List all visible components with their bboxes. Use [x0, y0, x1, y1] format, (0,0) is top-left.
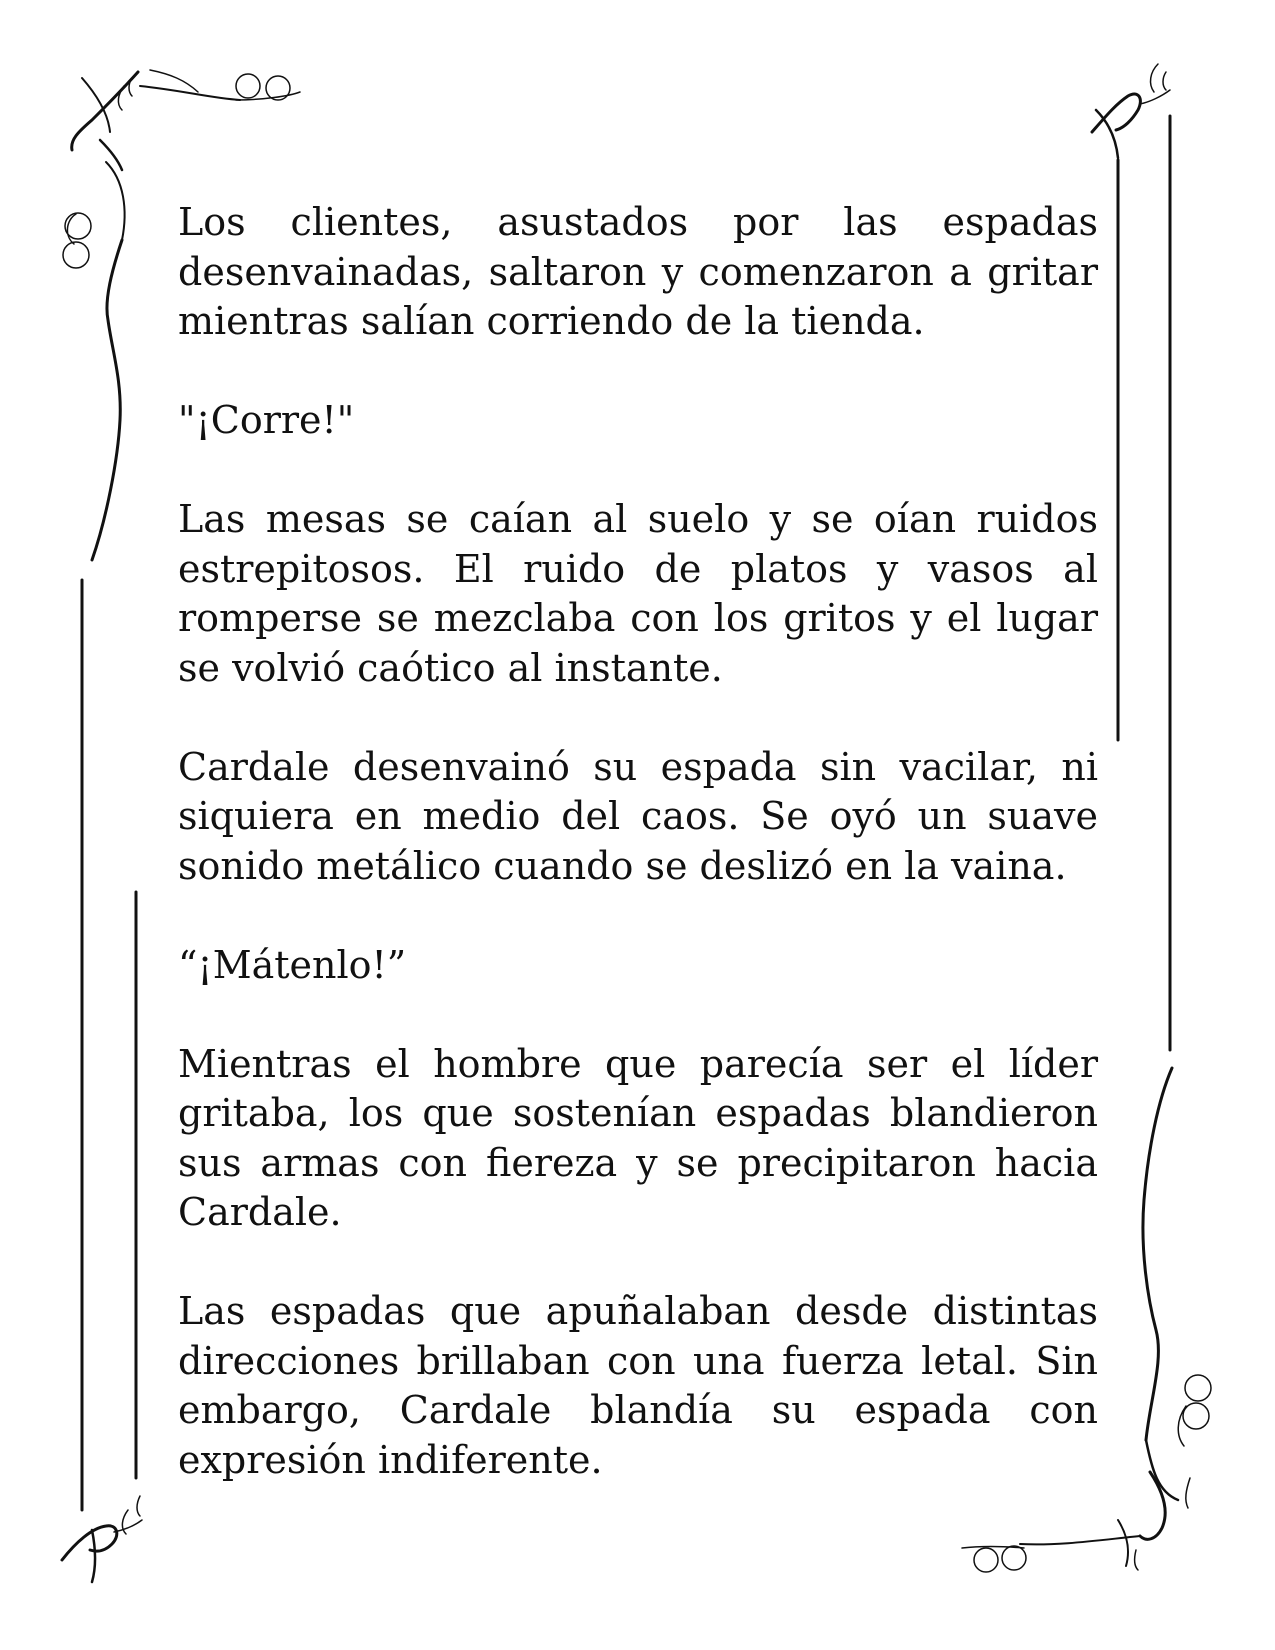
paragraph: Los clientes, asustados por las espadas desenvainadas, saltaron y comenzaron a gritar mientras salían corriendo de la tienda.: [178, 200, 1098, 343]
dialogue-line: “¡Mátenlo!”: [178, 942, 407, 987]
paragraph: Mientras el hombre que parecía ser el líder gritaba, los que sostenían espadas blandieron sus armas con fiereza y se precipitaron hacia Cardale.: [178, 1041, 1098, 1234]
bottom-left-flourish-icon: [62, 1496, 142, 1582]
top-right-flourish-icon: [1092, 64, 1170, 1050]
story-text: [178, 198, 1098, 1485]
paragraph: Cardale desenvainó su espada sin vacilar, ni siquiera en medio del caos. Se oyó un suave sonido metálico cuando se deslizó en la vaina.: [178, 744, 1098, 888]
paragraph: Las espadas que apuñalaban desde distintas direcciones brillaban con una fuerza letal. Sin embargo, Cardale blandía su espada con expresión indiferente.: [178, 1289, 1098, 1482]
dialogue-line: "¡Corre!": [178, 398, 355, 442]
paragraph: Las mesas se caían al suelo y se oían ruidos estrepitosos. El ruido de platos y vasos al romperse se mezclaba con los gritos y el lugar se volvió caótico al instante.: [178, 497, 1098, 690]
